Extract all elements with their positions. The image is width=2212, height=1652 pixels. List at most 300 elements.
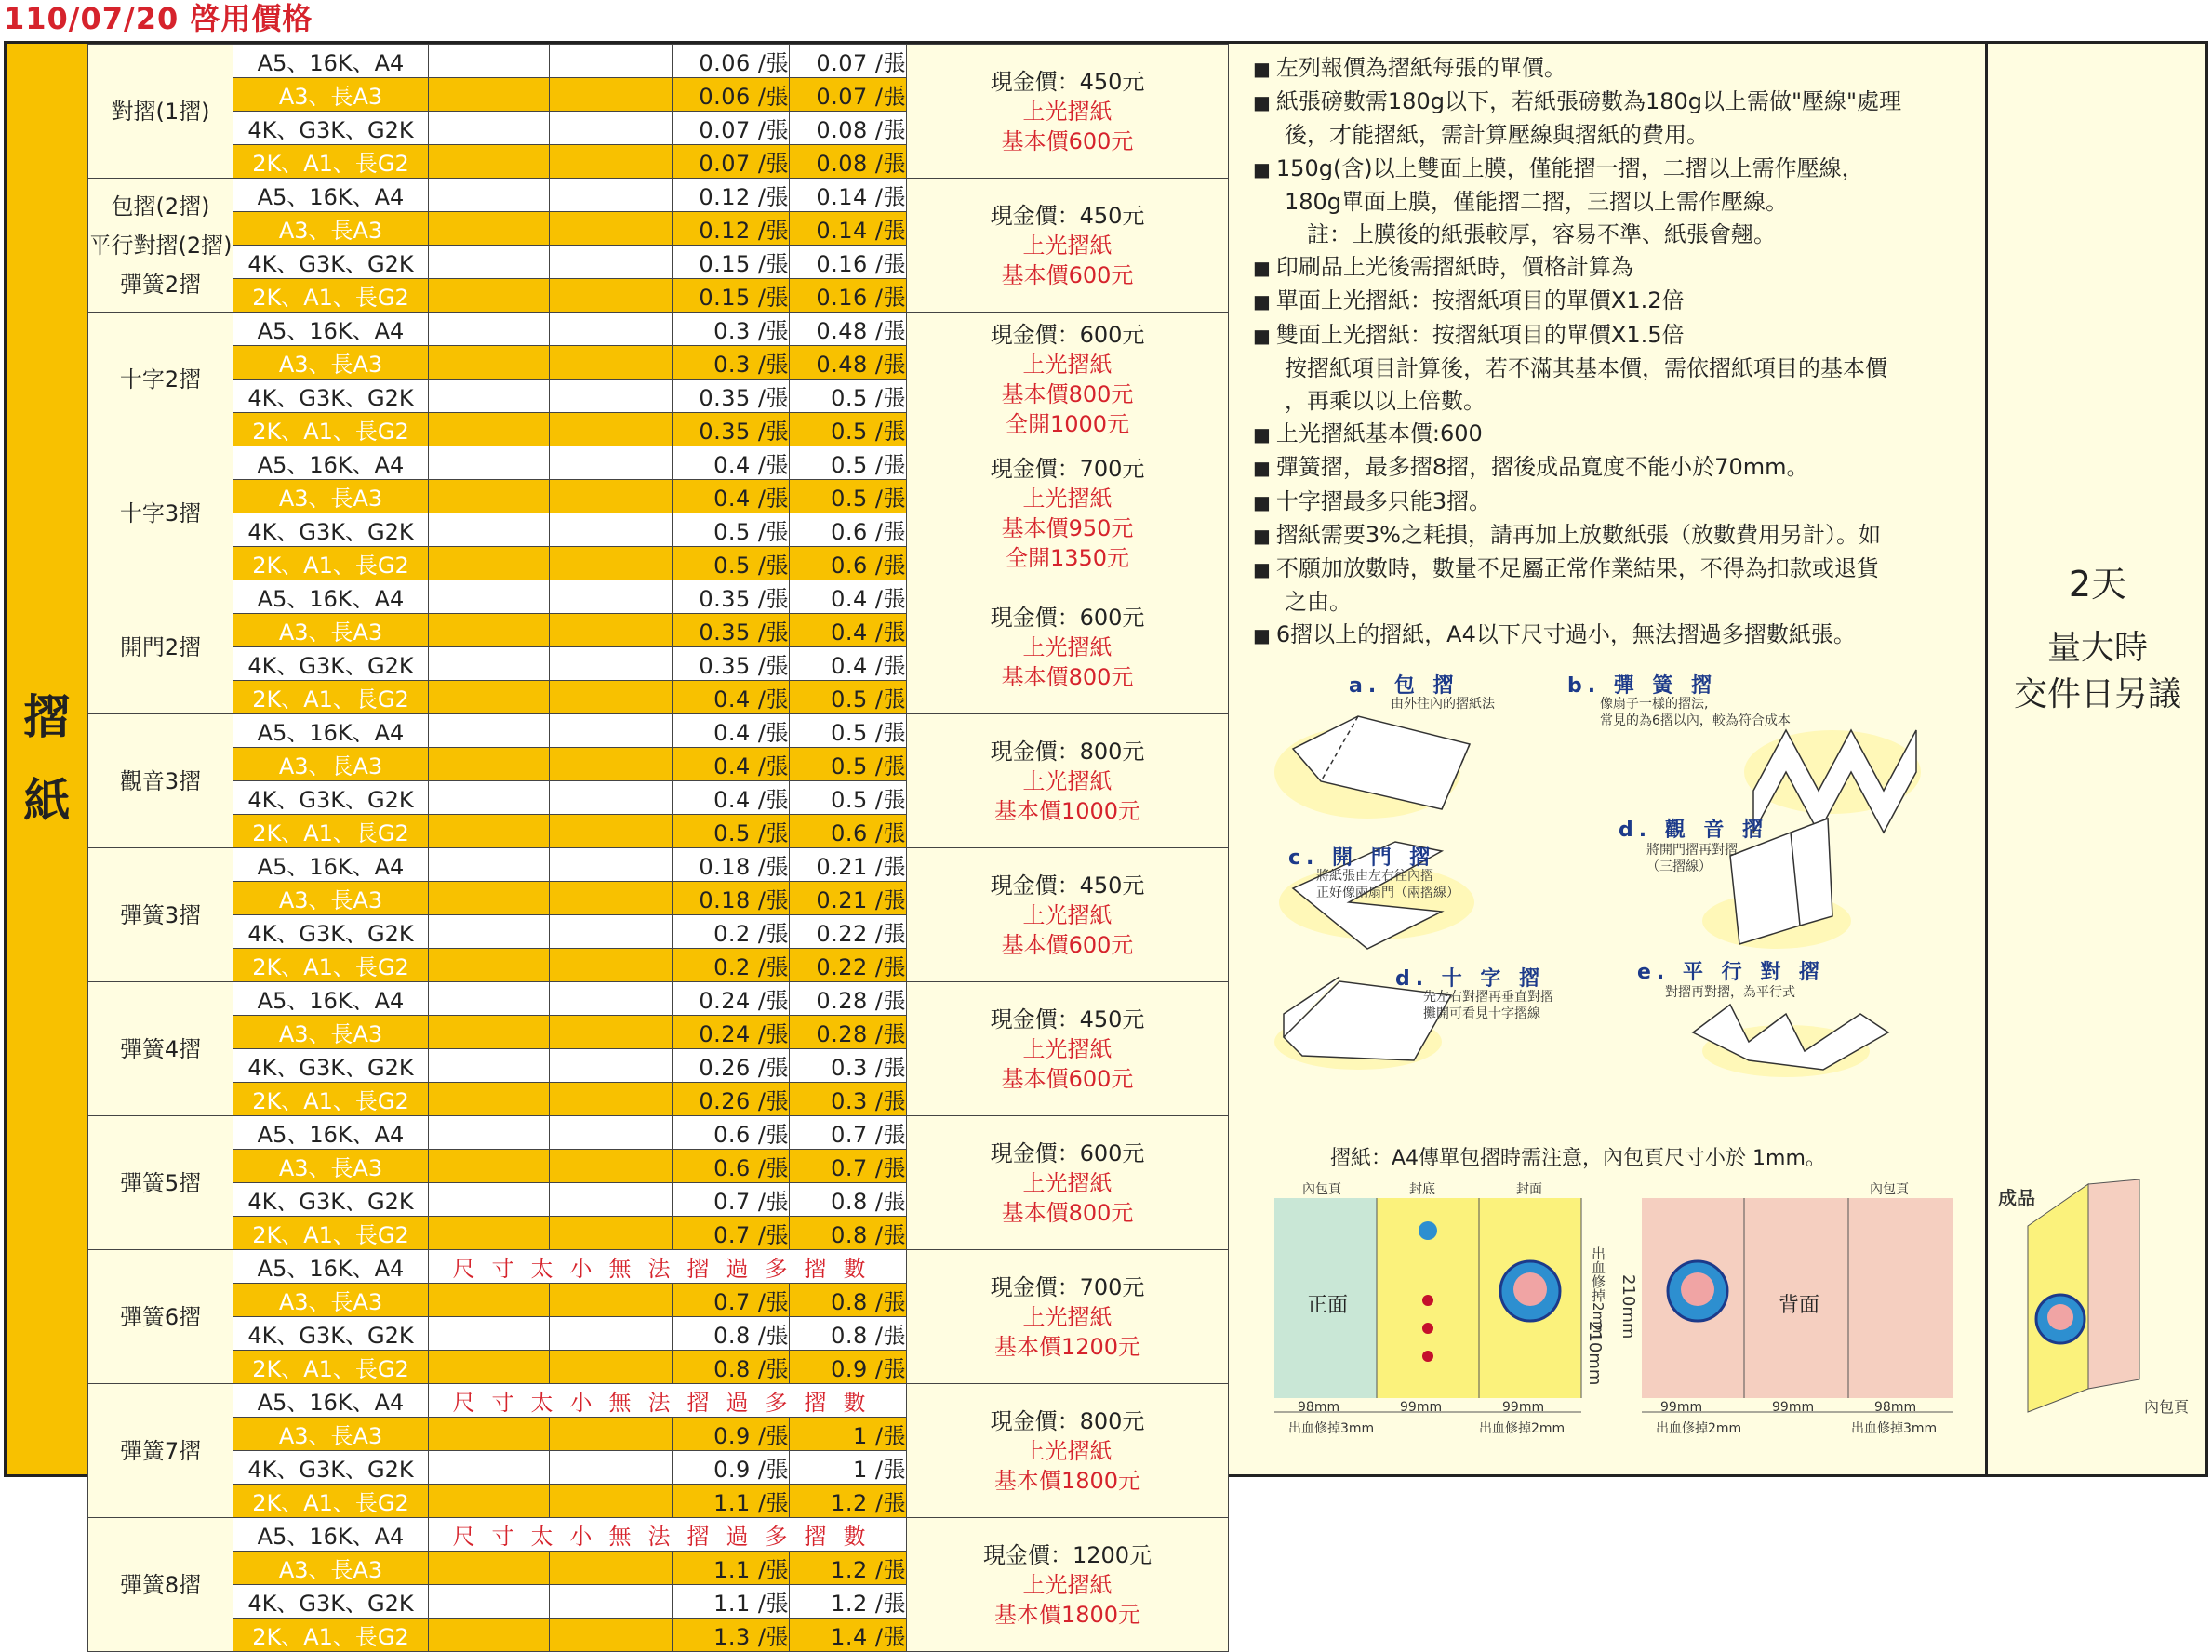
note-line <box>1253 619 1988 652</box>
size-warning: 尺寸太小無法摺過多摺數 <box>429 1250 907 1284</box>
empty-cell <box>550 580 673 614</box>
fold-type-line: 彈簧5摺 <box>119 1169 202 1196</box>
gloss-label: 上光摺紙 <box>1022 98 1113 125</box>
inner-page-label: 內包頁 <box>1302 1182 1341 1197</box>
empty-cell <box>429 714 550 748</box>
paper-size: 4K、G3K、G2K <box>233 1317 429 1351</box>
note-text: ，再乘以以上倍數。 <box>1285 388 1486 415</box>
table-row <box>88 446 1229 480</box>
layout-lines <box>1274 1198 1958 1440</box>
bleed-2b: 出血修掉2mm <box>1656 1421 1742 1436</box>
unit-price-alt: 0.16 /張 <box>790 246 907 279</box>
table-row <box>88 1116 1229 1150</box>
price-table <box>87 44 1229 1652</box>
unit-price: 0.6 /張 <box>673 1116 790 1150</box>
h210-b: 210mm <box>1619 1274 1638 1339</box>
cash-price-cell <box>907 179 1229 313</box>
empty-cell <box>429 580 550 614</box>
full-sheet-price: 全開1350元 <box>1005 544 1130 571</box>
empty-cell <box>550 1451 673 1485</box>
unit-price-alt: 1.2 /張 <box>790 1552 907 1585</box>
empty-cell <box>550 246 673 279</box>
paper-size: 4K、G3K、G2K <box>233 1585 429 1619</box>
note-text: 按摺紙項目計算後，若不滿其基本價，需依摺紙項目的基本價 <box>1285 354 1887 381</box>
note-text: 紙張磅數需180g以下，若紙張磅數為180g以上需做"壓線"處理 <box>1275 88 1902 115</box>
unit-price: 0.5 /張 <box>673 547 790 580</box>
fold-type-line: 彈簧3摺 <box>119 901 202 928</box>
paper-size: A3、長A3 <box>233 614 429 647</box>
cover-label: 封面 <box>1516 1182 1542 1197</box>
note-text: 單面上光摺紙：按摺紙項目的單價X1.2倍 <box>1275 287 1685 314</box>
note-text: 雙面上光摺紙：按摺紙項目的單價X1.5倍 <box>1275 321 1685 348</box>
unit-price: 0.4 /張 <box>673 781 790 815</box>
cash-price-cell <box>907 982 1229 1116</box>
fold-a-label: a. 包 摺 <box>1349 674 1459 698</box>
dot <box>1422 1351 1433 1362</box>
note-text: 印刷品上光後需摺紙時，價格計算為 <box>1275 254 1633 281</box>
empty-cell <box>550 1485 673 1518</box>
fold-type-line: 十字3摺 <box>119 500 202 526</box>
empty-cell <box>429 547 550 580</box>
empty-cell <box>429 45 550 78</box>
note-line <box>1253 486 1988 519</box>
unit-price-alt: 0.28 /張 <box>790 1016 907 1049</box>
finished-label: 成品 <box>1998 1187 2035 1209</box>
paper-size: 4K、G3K、G2K <box>233 781 429 815</box>
unit-price-alt: 0.6 /張 <box>790 513 907 547</box>
empty-cell <box>550 1083 673 1116</box>
unit-price: 0.15 /張 <box>673 279 790 313</box>
empty-cell <box>550 1585 673 1619</box>
unit-price-alt: 0.21 /張 <box>790 882 907 915</box>
empty-cell <box>550 413 673 446</box>
size-warning: 尺寸太小無法摺過多摺數 <box>429 1518 907 1552</box>
page-title: 110/07/20 啓用價格 <box>4 1 313 36</box>
gloss-label: 上光摺紙 <box>1022 633 1113 660</box>
unit-price: 1.1 /張 <box>673 1552 790 1585</box>
unit-price-alt: 1 /張 <box>790 1418 907 1451</box>
unit-price: 0.3 /張 <box>673 346 790 380</box>
empty-cell <box>429 1150 550 1183</box>
paper-size: A3、長A3 <box>233 1016 429 1049</box>
empty-cell <box>429 413 550 446</box>
front-label: 正面 <box>1307 1294 1349 1317</box>
fold-type-line: 彈簧2摺 <box>119 271 202 298</box>
empty-cell <box>550 145 673 179</box>
note-text: 註：上膜後的紙張較厚，容易不準、紙張會翹。 <box>1285 221 1776 248</box>
bullet-icon: ■ <box>1253 624 1271 647</box>
bullet-icon: ■ <box>1253 58 1271 80</box>
note-line <box>1253 119 1988 152</box>
fold-a-desc: 由外往內的摺紙法 <box>1391 697 1495 712</box>
paper-size: 4K、G3K、G2K <box>233 513 429 547</box>
unit-price-alt: 0.5 /張 <box>790 413 907 446</box>
fold-type-line: 彈簧6摺 <box>119 1303 202 1330</box>
empty-cell <box>550 681 673 714</box>
gloss-label: 上光摺紙 <box>1022 1035 1113 1062</box>
note-text: 後，才能摺紙，需計算壓線與摺紙的費用。 <box>1285 122 1709 149</box>
base-price: 基本價1800元 <box>993 1601 1141 1628</box>
bleed-3b: 出血修掉3mm <box>1851 1421 1938 1436</box>
unit-price: 0.12 /張 <box>673 212 790 246</box>
back-label: 背面 <box>1779 1294 1820 1317</box>
table-row <box>88 714 1229 748</box>
paper-size: A5、16K、A4 <box>233 580 429 614</box>
cash-price-cell <box>907 714 1229 848</box>
unit-price-alt: 0.3 /張 <box>790 1083 907 1116</box>
fold-type-line: 對摺(1摺) <box>111 98 210 125</box>
fold-c-label: c. 開 門 摺 <box>1288 846 1436 870</box>
empty-cell <box>550 279 673 313</box>
empty-cell <box>429 848 550 882</box>
bleed-3a: 出血修掉3mm <box>1288 1421 1375 1436</box>
unit-price: 0.9 /張 <box>673 1418 790 1451</box>
note-line <box>1253 251 1988 285</box>
dim-99b: 99mm <box>1502 1400 1545 1415</box>
table-row <box>88 179 1229 212</box>
gloss-label: 上光摺紙 <box>1022 1571 1113 1598</box>
table-row <box>88 1384 1229 1418</box>
empty-cell <box>429 1317 550 1351</box>
unit-price: 0.24 /張 <box>673 1016 790 1049</box>
empty-cell <box>550 480 673 513</box>
unit-price: 0.06 /張 <box>673 78 790 112</box>
unit-price-alt: 0.9 /張 <box>790 1351 907 1384</box>
fold-type-name <box>88 179 233 313</box>
note-text: 上光摺紙基本價:600 <box>1275 420 1483 447</box>
unit-price-alt: 0.5 /張 <box>790 480 907 513</box>
unit-price: 0.24 /張 <box>673 982 790 1016</box>
category-char: 紙 <box>23 774 71 828</box>
base-price: 基本價600元 <box>1001 1065 1134 1092</box>
empty-cell <box>550 949 673 982</box>
empty-cell <box>550 1418 673 1451</box>
empty-cell <box>550 1284 673 1317</box>
gloss-label: 上光摺紙 <box>1022 1437 1113 1464</box>
unit-price: 0.15 /張 <box>673 246 790 279</box>
unit-price-alt: 0.16 /張 <box>790 279 907 313</box>
unit-price-alt: 1.4 /張 <box>790 1619 907 1652</box>
fold-type-line: 包摺(2摺) <box>111 193 210 220</box>
empty-cell <box>550 313 673 346</box>
cash-price: 現金價：800元 <box>990 1407 1145 1434</box>
fold-d1-desc: 將開門摺再對摺 （三摺線） <box>1646 843 1738 874</box>
unit-price: 0.07 /張 <box>673 112 790 145</box>
unit-price-alt: 0.5 /張 <box>790 781 907 815</box>
unit-price: 0.8 /張 <box>673 1351 790 1384</box>
bullet-icon: ■ <box>1253 558 1271 581</box>
bullet-icon: ■ <box>1253 423 1271 446</box>
table-row <box>88 982 1229 1016</box>
note-line <box>1253 385 1988 418</box>
paper-size: A5、16K、A4 <box>233 714 429 748</box>
empty-cell <box>429 212 550 246</box>
cash-price: 現金價：800元 <box>990 738 1145 765</box>
table-row <box>88 580 1229 614</box>
empty-cell <box>429 1552 550 1585</box>
fold-type-line: 彈簧8摺 <box>119 1571 202 1598</box>
note-line <box>1253 553 1988 586</box>
empty-cell <box>550 1217 673 1250</box>
bulk-line-1: 量大時 <box>2046 629 2148 667</box>
cash-price-cell <box>907 1250 1229 1384</box>
paper-size: A3、長A3 <box>233 882 429 915</box>
empty-cell <box>550 882 673 915</box>
base-price: 基本價1200元 <box>993 1333 1141 1360</box>
note-line <box>1253 519 1988 553</box>
paper-size: A3、長A3 <box>233 212 429 246</box>
table-row <box>88 1250 1229 1284</box>
unit-price: 0.4 /張 <box>673 480 790 513</box>
unit-price-alt: 0.28 /張 <box>790 982 907 1016</box>
unit-price-alt: 0.7 /張 <box>790 1150 907 1183</box>
paper-size: 2K、A1、長G2 <box>233 413 429 446</box>
paper-size: A5、16K、A4 <box>233 848 429 882</box>
empty-cell <box>429 781 550 815</box>
fold-type-name <box>88 1518 233 1652</box>
mascot-face <box>1513 1272 1547 1306</box>
empty-cell <box>550 982 673 1016</box>
empty-cell <box>429 380 550 413</box>
paper-size: A5、16K、A4 <box>233 982 429 1016</box>
notes-panel <box>1253 52 1988 653</box>
gloss-label: 上光摺紙 <box>1022 1303 1113 1330</box>
empty-cell <box>429 1451 550 1485</box>
paper-size: 4K、G3K、G2K <box>233 112 429 145</box>
fold-type-name <box>88 446 233 580</box>
empty-cell <box>429 145 550 179</box>
note-text: 不願加放數時，數量不足屬正常作業結果，不得為扣款或退貨 <box>1275 555 1879 582</box>
note-line <box>1253 418 1988 451</box>
empty-cell <box>429 1585 550 1619</box>
fold-type-line: 彈簧7摺 <box>119 1437 202 1464</box>
bullet-icon: ■ <box>1253 324 1271 347</box>
unit-price: 0.2 /張 <box>673 915 790 949</box>
paper-size: 2K、A1、長G2 <box>233 1485 429 1518</box>
cash-price-cell <box>907 1116 1229 1250</box>
unit-price: 0.5 /張 <box>673 513 790 547</box>
unit-price-alt: 0.48 /張 <box>790 346 907 380</box>
unit-price: 0.35 /張 <box>673 614 790 647</box>
empty-cell <box>550 714 673 748</box>
dim-98b: 98mm <box>1874 1400 1917 1415</box>
fold-type-line: 觀音3摺 <box>119 767 202 794</box>
unit-price: 0.18 /張 <box>673 848 790 882</box>
unit-price: 0.7 /張 <box>673 1284 790 1317</box>
paper-size: 4K、G3K、G2K <box>233 246 429 279</box>
empty-cell <box>550 647 673 681</box>
unit-price: 0.06 /張 <box>673 45 790 78</box>
cash-price-cell <box>907 1518 1229 1652</box>
unit-price: 0.35 /張 <box>673 580 790 614</box>
fold-type-name <box>88 313 233 446</box>
back-cover-label: 封底 <box>1409 1182 1435 1197</box>
paper-size: 4K、G3K、G2K <box>233 1451 429 1485</box>
fold-type-line: 彈簧4摺 <box>119 1035 202 1062</box>
unit-price-alt: 0.5 /張 <box>790 748 907 781</box>
empty-cell <box>550 346 673 380</box>
delivery-panel <box>1985 44 2207 1474</box>
cash-price-cell <box>907 580 1229 714</box>
note-text: 6摺以上的摺紙，A4以下尺寸過小，無法摺過多摺數紙張。 <box>1275 621 1856 648</box>
empty-cell <box>429 279 550 313</box>
empty-cell <box>550 1317 673 1351</box>
note-line <box>1253 52 1988 86</box>
cash-price-cell <box>907 446 1229 580</box>
unit-price: 0.4 /張 <box>673 748 790 781</box>
paper-size: A5、16K、A4 <box>233 1250 429 1284</box>
empty-cell <box>550 112 673 145</box>
paper-size: 2K、A1、長G2 <box>233 681 429 714</box>
unit-price: 1.1 /張 <box>673 1585 790 1619</box>
unit-price: 0.26 /張 <box>673 1049 790 1083</box>
empty-cell <box>429 681 550 714</box>
vbleed-label: 出血修掉2mm <box>1590 1246 1606 1339</box>
bullet-icon: ■ <box>1253 91 1271 114</box>
bleed-2a: 出血修掉2mm <box>1479 1421 1566 1436</box>
unit-price-alt: 1 /張 <box>790 1451 907 1485</box>
empty-cell <box>429 1485 550 1518</box>
empty-cell <box>429 1016 550 1049</box>
unit-price-alt: 1.2 /張 <box>790 1585 907 1619</box>
fold-e-desc: 對摺再對摺，為平行式 <box>1665 985 1795 1000</box>
empty-cell <box>550 78 673 112</box>
paper-size: 2K、A1、長G2 <box>233 279 429 313</box>
empty-cell <box>550 1183 673 1217</box>
note-line <box>1253 219 1988 251</box>
unit-price: 0.35 /張 <box>673 647 790 681</box>
unit-price-alt: 0.4 /張 <box>790 614 907 647</box>
empty-cell <box>429 346 550 380</box>
unit-price-alt: 0.07 /張 <box>790 45 907 78</box>
inner-page-label-2: 內包頁 <box>1870 1182 1909 1197</box>
cash-price-cell <box>907 1384 1229 1518</box>
dim-98a: 98mm <box>1298 1400 1340 1415</box>
empty-cell <box>429 1116 550 1150</box>
paper-size: 2K、A1、長G2 <box>233 949 429 982</box>
note-text: 十字摺最多只能3摺。 <box>1275 487 1492 514</box>
table-row <box>88 848 1229 882</box>
cash-price: 現金價：450元 <box>990 202 1145 229</box>
empty-cell <box>429 1183 550 1217</box>
paper-size: A5、16K、A4 <box>233 313 429 346</box>
paper-size: A5、16K、A4 <box>233 1384 429 1418</box>
fold-b-desc: 像扇子一樣的摺法, 常見的為6摺以內，較為符合成本 <box>1600 697 1791 728</box>
empty-cell <box>429 1284 550 1317</box>
unit-price: 0.35 /張 <box>673 413 790 446</box>
note-text: 摺紙需要3%之耗損，請再加上放數紙張（放數費用另計）。如 <box>1275 521 1881 548</box>
note-text: 150g(含)以上雙面上膜，僅能摺一摺，二摺以上需作壓線， <box>1275 154 1864 181</box>
empty-cell <box>550 547 673 580</box>
unit-price: 0.2 /張 <box>673 949 790 982</box>
unit-price-alt: 0.08 /張 <box>790 145 907 179</box>
h210-a: 210mm <box>1585 1321 1605 1386</box>
unit-price-alt: 0.3 /張 <box>790 1049 907 1083</box>
empty-cell <box>429 78 550 112</box>
gloss-label: 上光摺紙 <box>1022 232 1113 259</box>
cash-price: 現金價：450元 <box>990 1006 1145 1032</box>
unit-price-alt: 1.2 /張 <box>790 1485 907 1518</box>
cash-price-cell <box>907 45 1229 179</box>
fold-c-desc: 將紙張由左右往內摺 正好像兩扇門（兩摺線） <box>1316 869 1459 900</box>
note-line <box>1253 586 1988 619</box>
fold-type-name <box>88 1116 233 1250</box>
unit-price: 0.6 /張 <box>673 1150 790 1183</box>
note-line <box>1253 451 1988 485</box>
bullet-icon: ■ <box>1253 157 1271 180</box>
base-price: 基本價800元 <box>1001 1199 1134 1226</box>
unit-price-alt: 0.8 /張 <box>790 1284 907 1317</box>
paper-size: 4K、G3K、G2K <box>233 1183 429 1217</box>
empty-cell <box>429 982 550 1016</box>
empty-cell <box>550 815 673 848</box>
unit-price: 0.18 /張 <box>673 882 790 915</box>
paper-size: 4K、G3K、G2K <box>233 647 429 681</box>
empty-cell <box>429 614 550 647</box>
unit-price-alt: 0.8 /張 <box>790 1317 907 1351</box>
empty-cell <box>429 112 550 145</box>
unit-price-alt: 0.22 /張 <box>790 915 907 949</box>
empty-cell <box>429 915 550 949</box>
unit-price-alt: 0.5 /張 <box>790 380 907 413</box>
fold-type-name <box>88 1250 233 1384</box>
fold-type-name <box>88 1384 233 1518</box>
cash-price: 現金價：700元 <box>990 1273 1145 1300</box>
unit-price-alt: 0.7 /張 <box>790 1116 907 1150</box>
full-sheet-price: 全開1000元 <box>1005 410 1130 437</box>
unit-price-alt: 0.5 /張 <box>790 446 907 480</box>
unit-price-alt: 0.14 /張 <box>790 179 907 212</box>
empty-cell <box>429 446 550 480</box>
empty-cell <box>429 1083 550 1116</box>
empty-cell <box>550 45 673 78</box>
base-price: 基本價600元 <box>1001 931 1134 958</box>
bullet-icon: ■ <box>1253 524 1271 547</box>
base-price: 基本價1800元 <box>993 1467 1141 1494</box>
mascot-logo-small <box>1419 1221 1437 1240</box>
gloss-label: 上光摺紙 <box>1022 767 1113 794</box>
note-text: 左列報價為摺紙每張的單價。 <box>1275 55 1566 81</box>
paper-size: A5、16K、A4 <box>233 1518 429 1552</box>
base-price: 基本價1000元 <box>993 797 1141 824</box>
empty-cell <box>429 1418 550 1451</box>
gloss-label: 上光摺紙 <box>1022 901 1113 928</box>
unit-price: 0.5 /張 <box>673 815 790 848</box>
empty-cell <box>429 1049 550 1083</box>
paper-size: A5、16K、A4 <box>233 45 429 78</box>
unit-price: 0.3 /張 <box>673 313 790 346</box>
paper-size: A3、長A3 <box>233 748 429 781</box>
unit-price-alt: 0.07 /張 <box>790 78 907 112</box>
unit-price: 0.26 /張 <box>673 1083 790 1116</box>
dim-99a: 99mm <box>1400 1400 1443 1415</box>
base-price: 基本價950元 <box>1001 514 1134 541</box>
empty-cell <box>429 1217 550 1250</box>
paper-size: 2K、A1、長G2 <box>233 1083 429 1116</box>
empty-cell <box>429 246 550 279</box>
unit-price-alt: 0.14 /張 <box>790 212 907 246</box>
empty-cell <box>429 882 550 915</box>
gloss-label: 上光摺紙 <box>1022 485 1113 512</box>
base-price: 基本價600元 <box>1001 127 1134 154</box>
unit-price-alt: 0.4 /張 <box>790 647 907 681</box>
unit-price-alt: 0.6 /張 <box>790 815 907 848</box>
fold-d1-label: d. 觀 音 摺 <box>1619 819 1769 842</box>
unit-price-alt: 0.08 /張 <box>790 112 907 145</box>
table-row <box>88 45 1229 78</box>
unit-price-alt: 0.4 /張 <box>790 580 907 614</box>
base-price: 基本價800元 <box>1001 380 1134 407</box>
